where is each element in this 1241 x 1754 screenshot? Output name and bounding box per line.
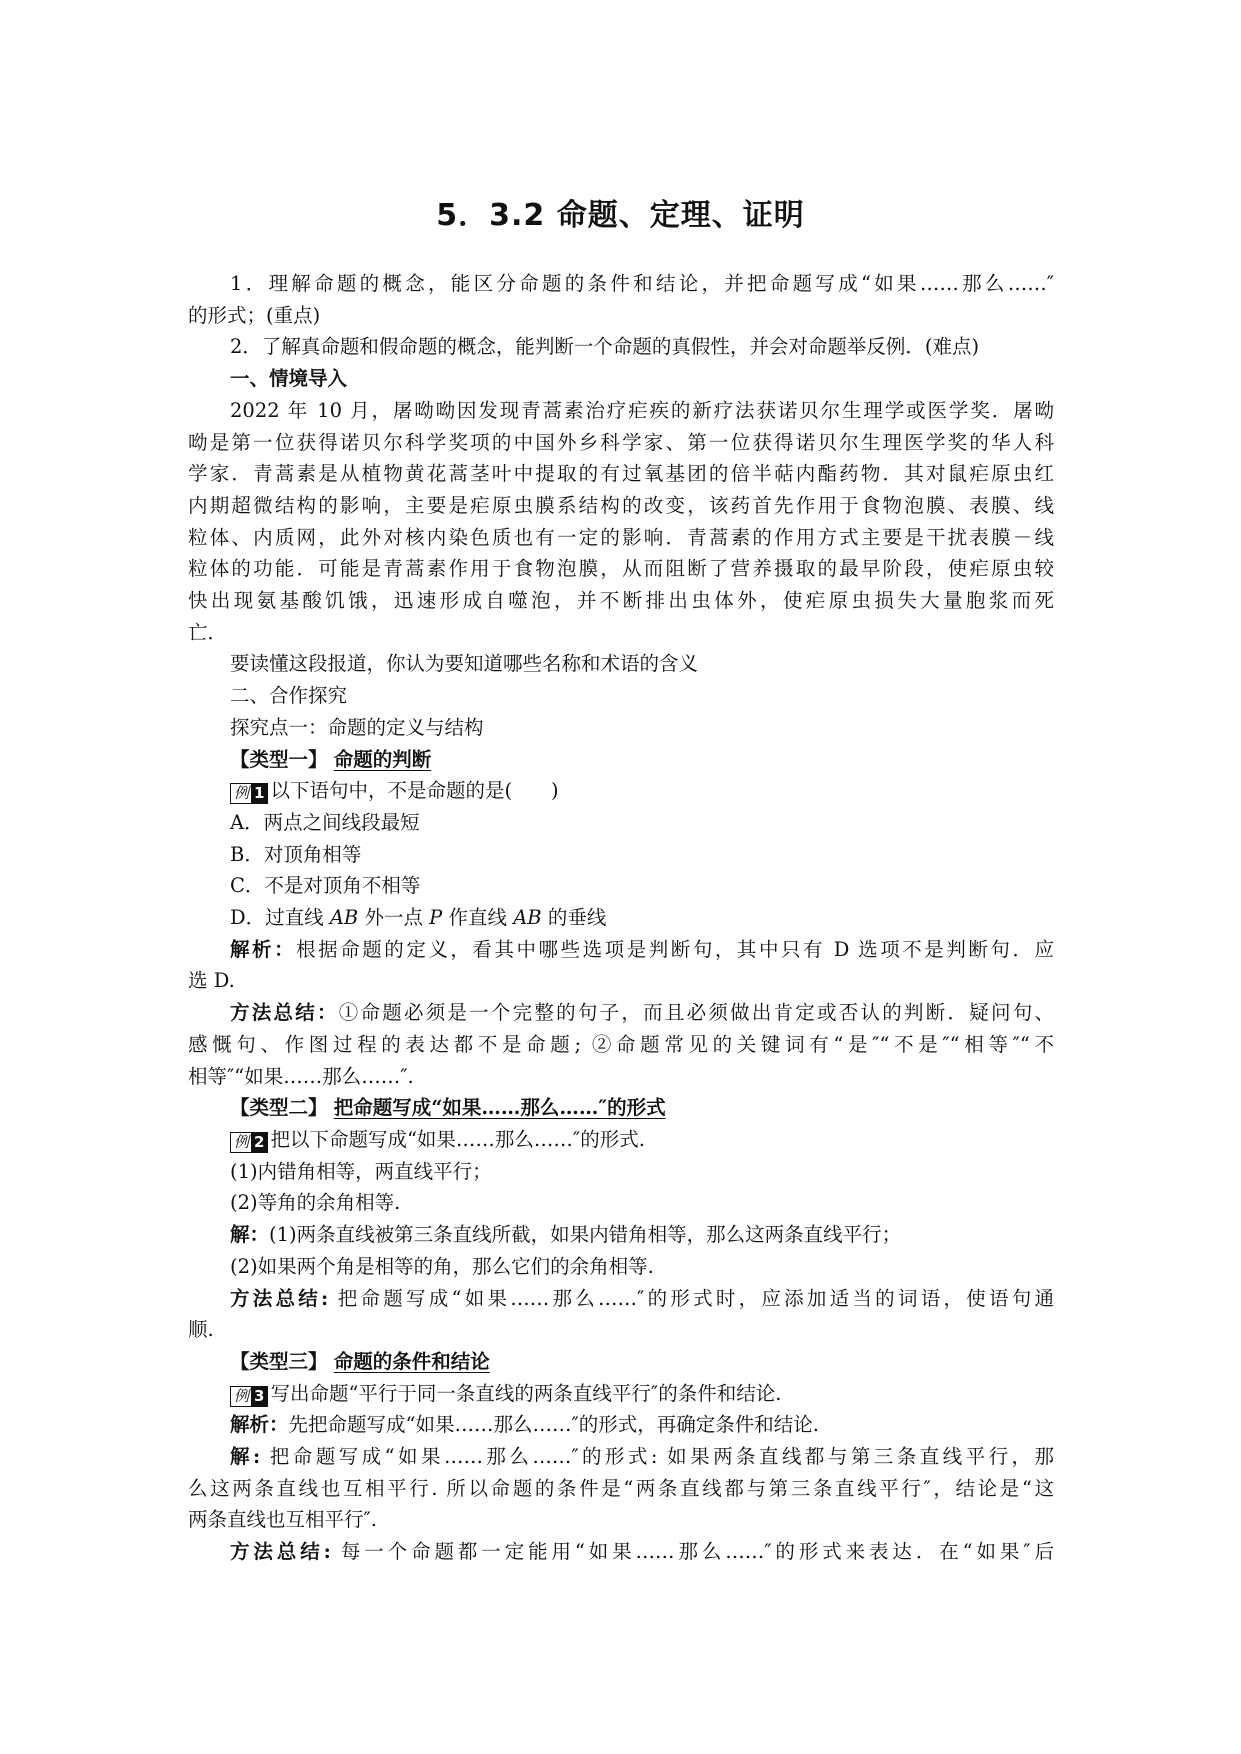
page-title: 5．3.2 命题、定理、证明 [436,198,805,233]
example-2-solution-1-text: (1)两条直线被第三条直线所截，如果内错角相等，那么这两条直线平行； [269,1223,902,1247]
example-3-analysis-text: 先把命题写成“如果……那么……″的形式，再确定条件和结论. [288,1413,819,1437]
type-1-summary-line-3: 相等″“如果……那么……″. [188,1064,414,1088]
type-1-tag: 【类型一】 [230,747,328,771]
situation-question: 要读懂这段报道，你认为要知道哪些名称和术语的含义 [230,652,699,676]
example-1-question: 以下语句中，不是命题的是( ) [270,779,559,803]
section-heading-situation: 一、情境导入 [230,367,348,391]
example-2-item-1: (1)内错角相等，两直线平行； [230,1159,492,1183]
type-3-tag: 【类型三】 [230,1349,328,1373]
example-2-item-2: (2)等角的余角相等. [230,1191,401,1215]
example-1-badge [230,783,268,804]
document-body [188,268,1054,1568]
option-d [188,902,1054,934]
situation-para-line-5: 粒体、内质网，此外对核内染色质也有一定的影响．青蒿素的作用方式主要是干扰表膜－线 [188,525,1054,549]
option-d-ab-1: AB [329,906,359,930]
situation-para-line-6: 粒体的功能．可能是青蒿素作用于食物泡膜，从而阻断了营养摄取的最早阶段，使疟原虫较 [188,557,1054,581]
summary-label: 方法总结: [230,1540,331,1564]
example-2-question: 把以下命题写成“如果……那么……″的形式. [270,1127,645,1151]
example-badge-number: 1 [251,784,267,803]
type-3-heading [188,1346,1054,1378]
type-3-summary-line-1 [188,1536,1054,1568]
objective-2: 2．了解真命题和假命题的概念，能判断一个命题的真假性，并会对命题举反例．(难点) [230,335,980,359]
situation-para-line-1: 2022 年 10 月，屠呦呦因发现青蒿素治疗疟疾的新疗法获诺贝尔生理学或医学奖．屠呦 [230,398,1054,422]
type-2-summary-line-2: 顺. [188,1318,214,1342]
option-a: A．两点之间线段最短 [230,810,420,834]
example-3-analysis [188,1409,1054,1441]
example-2-badge [230,1132,268,1153]
objective-1-line-1: 1．理解命题的概念，能区分命题的条件和结论，并把命题写成“如果……那么……″ [230,272,1054,295]
example-badge-number: 2 [251,1133,267,1152]
example-1-analysis-line-2: 选 D. [188,969,235,993]
option-d-mid-2: 作直线 [442,906,514,930]
summary-label: 方法总结： [230,1001,339,1025]
example-2-question-line [188,1124,1054,1156]
example-badge-label: 例 [234,1386,250,1405]
example-3-solution-line-1 [188,1441,1054,1473]
option-d-post: 的垂线 [541,906,607,930]
situation-para-line-4: 内期超微结构的影响，主要是疟原虫膜系结构的改变，该药首先作用于食物泡膜、表膜、线 [188,493,1054,517]
solution-label: 解： [230,1223,270,1247]
type-1-name: 命题的判断 [333,747,432,771]
example-3-badge [230,1386,268,1407]
type-1-heading [188,744,1054,776]
example-3-solution-text: 把命题写成“如果……那么……″的形式: 如果两条直线都与第三条直线平行，那 [260,1445,1054,1469]
example-1-analysis-line-1 [188,934,1054,966]
example-1-analysis-text: 根据命题的定义，看其中哪些选项是判断句，其中只有 D 选项不是判断句．应 [296,937,1054,961]
example-3-solution-line-2: 么这两条直线也互相平行. 所以命题的条件是“两条直线都与第三条直线平行″，结论是“这 [188,1476,1054,1500]
situation-para-line-2: 呦是第一位获得诺贝尔科学奖项的中国外乡科学家、第一位获得诺贝尔生理医学奖的华人科 [188,430,1054,454]
situation-para-line-7: 快出现氨基酸饥饿，迅速形成自噬泡，并不断排出虫体外，使疟原虫损失大量胞浆而死 [188,589,1054,613]
analysis-label: 解析： [230,937,297,961]
type-1-summary-line-1 [188,997,1054,1029]
objective-1-line-2: 的形式；(重点) [188,303,321,327]
type-2-summary-text: 把命题写成“如果……那么……″的形式时，应添加适当的词语，使语句通 [328,1286,1055,1310]
option-b: B．对顶角相等 [230,842,362,866]
example-2-solution-1 [188,1219,1054,1251]
option-d-ab-2: AB [513,906,542,930]
section-heading-explore: 二、合作探究 [230,684,348,708]
option-d-pre: D．过直线 [230,906,330,930]
analysis-label: 解析： [230,1413,289,1437]
type-1-summary-line-2: 感慨句、作图过程的表达都不是命题; ②命题常见的关键词有“是″“不是″“相等″“不 [188,1032,1054,1056]
option-c: C．不是对顶角不相等 [230,874,421,898]
example-badge-number: 3 [251,1387,267,1406]
type-1-summary-text: ①命题必须是一个完整的句子，而且必须做出肯定或否认的判断．疑问句、 [338,1001,1054,1025]
example-badge-label: 例 [234,784,250,803]
option-d-mid-1: 外一点 [358,906,430,930]
explore-point-1: 探究点一：命题的定义与结构 [230,715,484,739]
type-2-heading [188,1092,1054,1124]
type-2-summary-line-1 [188,1283,1054,1315]
type-3-name: 命题的条件和结论 [333,1349,490,1373]
example-3-question-line [188,1378,1054,1410]
option-d-p: P [429,906,443,930]
example-3-question: 写出命题“平行于同一条直线的两条直线平行″的条件和结论. [270,1381,782,1405]
situation-para-line-3: 学家．青蒿素是从植物黄花蒿茎叶中提取的有过氧基团的倍半萜内酯药物．其对鼠疟原虫红 [188,462,1054,486]
example-3-solution-line-3: 两条直线也互相平行″. [188,1508,377,1532]
summary-label: 方法总结: [230,1286,329,1310]
example-1-question-line [188,775,1054,807]
example-2-solution-2: (2)如果两个角是相等的角，那么它们的余角相等. [230,1254,654,1278]
solution-label: 解: [230,1445,261,1469]
situation-para-line-8: 亡． [188,620,228,644]
type-3-summary-text: 每一个命题都一定能用“如果……那么……″的形式来表达．在“如果″后 [330,1540,1054,1564]
type-2-tag: 【类型二】 [230,1096,328,1120]
example-badge-label: 例 [234,1132,250,1151]
type-2-name: 把命题写成“如果……那么……″的形式 [333,1096,666,1120]
